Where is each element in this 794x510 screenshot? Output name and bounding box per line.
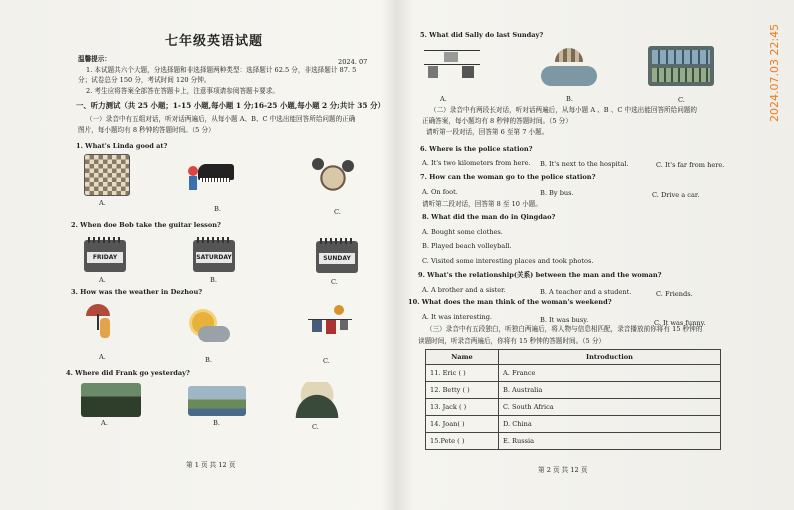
intro-cell: D. China (499, 416, 721, 433)
name-cell[interactable]: 13. Jack ( ) (426, 399, 499, 416)
intro-cell: C. South Africa (499, 399, 721, 416)
store-interior-image (648, 46, 714, 86)
table-header-row (426, 350, 721, 365)
q5-option-b: B. (566, 95, 573, 103)
table-row (426, 416, 721, 433)
exam-date: 2024. 07 (338, 58, 368, 66)
question-5: 5. What did Sally do last Sunday? (420, 31, 544, 39)
q5-option-a: A. (440, 95, 447, 103)
q10-option-c: C. It was funny. (654, 319, 706, 327)
calendar-friday-icon: FRIDAY (84, 240, 126, 272)
q8-option-c: C. Visited some interesting places and took photos. (422, 257, 594, 265)
table-row (426, 433, 721, 450)
name-cell[interactable]: 11. Eric ( ) (426, 365, 499, 382)
question-9: 9. What's the relationship(关系) between the man and the woman? (418, 271, 662, 279)
part-2-instruction-b: 正确答案，每小题均有 8 秒钟的答题时间。（5 分） (422, 117, 572, 125)
q10-option-a: A. It was interesting. (422, 313, 493, 321)
part-2-instruction-c: 请听第一段对话，回答第 6 至第 7 小题。 (426, 128, 549, 136)
page-2-footer: 第 2 页 共 12 页 (538, 466, 588, 474)
part-1-instruction-b: 图片，每小题均有 8 秒钟的答题时间。（5 分） (78, 126, 215, 134)
part-2-instruction-a: （二）录音中有两段长对话，听对话两遍后，从每小题 A 、B 、C 中选出能回答所给问题的 (430, 106, 698, 114)
notice-line-2: 2. 考生应将答案全部答在答题卡上，注意事项请参阅答题卡要求。 (86, 87, 280, 95)
q2-option-c: C. (331, 278, 338, 286)
q1-option-c: C. (334, 208, 341, 216)
clothes-line-sun-image (306, 305, 354, 345)
q6-option-b: B. It's next to the hospital. (540, 160, 629, 168)
name-cell[interactable]: 12. Betty ( ) (426, 382, 499, 399)
q4-option-c: C. (312, 423, 319, 431)
market-stall-image (541, 48, 597, 86)
table-row (426, 399, 721, 416)
q5-option-c: C. (678, 96, 685, 104)
q2-option-b: B. (210, 276, 217, 284)
q1-option-a: A. (99, 199, 106, 207)
intro-cell: E. Russia (499, 433, 721, 450)
sun-cloud-image (184, 312, 232, 346)
calendar-sunday-icon: SUNDAY (316, 241, 358, 273)
matching-table (425, 349, 721, 450)
question-7: 7. How can the woman go to the police station? (420, 173, 596, 181)
q4-option-a: A. (101, 419, 108, 427)
question-8: 8. What did the man do in Qingdao? (422, 213, 556, 221)
notice-line-1: 1. 本试题共六个大题，分选择题和非选择题两种类型：选择题计 62.5 分，非选择题计 87. 5 (86, 66, 357, 74)
q7-option-c: C. Drive a car. (652, 191, 700, 199)
page-2 (400, 0, 794, 510)
table-row (426, 382, 721, 399)
q10-option-b: B. It was busy. (540, 316, 589, 324)
chessboard-image (84, 154, 130, 196)
river-landscape-image (188, 386, 246, 416)
q6-option-a: A. It's two kilometers from here. (422, 159, 531, 167)
q3-option-a: A. (99, 353, 106, 361)
park-scene-image (284, 382, 350, 418)
q8-option-a: A. Bought some clothes. (422, 228, 503, 236)
question-4: 4. Where did Frank go yesterday? (66, 369, 190, 377)
notice-line-1b: 分；试卷总分 150 分，考试时间 120 分钟。 (78, 76, 211, 84)
q4-option-b: B. (213, 419, 220, 427)
q2-option-a: A. (99, 276, 106, 284)
header-name: Name (426, 350, 499, 365)
notice-heading: 温馨提示： (78, 55, 111, 63)
calendar-saturday-icon: SATURDAY (193, 240, 235, 272)
question-2: 2. When doe Bob take the guitar lesson? (71, 221, 221, 229)
q9-option-c: C. Friends. (656, 290, 693, 298)
name-cell[interactable]: 15.Pete ( ) (426, 433, 499, 450)
q9-option-b: B. A teacher and a student. (540, 288, 632, 296)
part-3-instruction-b: 读题时间，听录音两遍后，你将有 15 秒钟的答题时间。（5 分） (418, 337, 606, 345)
intro-cell: A. France (499, 365, 721, 382)
question-6: 6. Where is the police station? (420, 145, 533, 153)
forest-image (81, 383, 141, 417)
piano-image (186, 160, 236, 194)
q9-option-a: A. A brother and a sister. (422, 286, 506, 294)
page-1-footer: 第 1 页 共 12 页 (186, 461, 236, 469)
cooking-people-image (306, 156, 360, 196)
q7-option-b: B. By bus. (540, 189, 574, 197)
header-introduction: Introduction (499, 350, 721, 365)
q3-option-b: B. (205, 356, 212, 364)
part-1-instruction-a: （一）录音中有五组对话，听对话两遍后，从每小题 A、B、C 中选出能回答所给问题的正确 (86, 115, 356, 123)
table-row (426, 365, 721, 382)
photo-timestamp: 2024.07.03 22:45 (768, 23, 781, 122)
section-1-heading: 一、听力测试（共 25 小题；1-15 小题,每小题 1 分;16-25 小题,每小题 2 分;共计 35 分） (76, 101, 385, 110)
exam-title: 七年级英语试题 (165, 34, 264, 49)
q3-option-c: C. (323, 357, 330, 365)
part-3-instruction-a: （三）录音中有五段独白，听独白两遍后，将人物与信息相匹配，录音播放前你将有 15 秒钟的 (426, 325, 703, 333)
question-10: 10. What does the man think of the woman's weekend? (408, 298, 612, 306)
q7-option-a: A. On foot. (422, 188, 458, 196)
intro-cell: B. Australia (499, 382, 721, 399)
question-3: 3. How was the weather in Dezhou? (71, 288, 203, 296)
q6-option-c: C. It's far from here. (656, 161, 725, 169)
q1-option-b: B. (214, 205, 221, 213)
library-shelves-image (420, 44, 484, 84)
rain-umbrella-image (84, 302, 118, 342)
name-cell[interactable]: 14. Joan( ) (426, 416, 499, 433)
q8-option-b: B. Played beach volleyball. (422, 242, 512, 250)
question-1: 1. What's Linda good at? (76, 142, 168, 150)
part-2-instruction-d: 请听第二段对话，回答第 8 至 10 小题。 (422, 200, 542, 208)
